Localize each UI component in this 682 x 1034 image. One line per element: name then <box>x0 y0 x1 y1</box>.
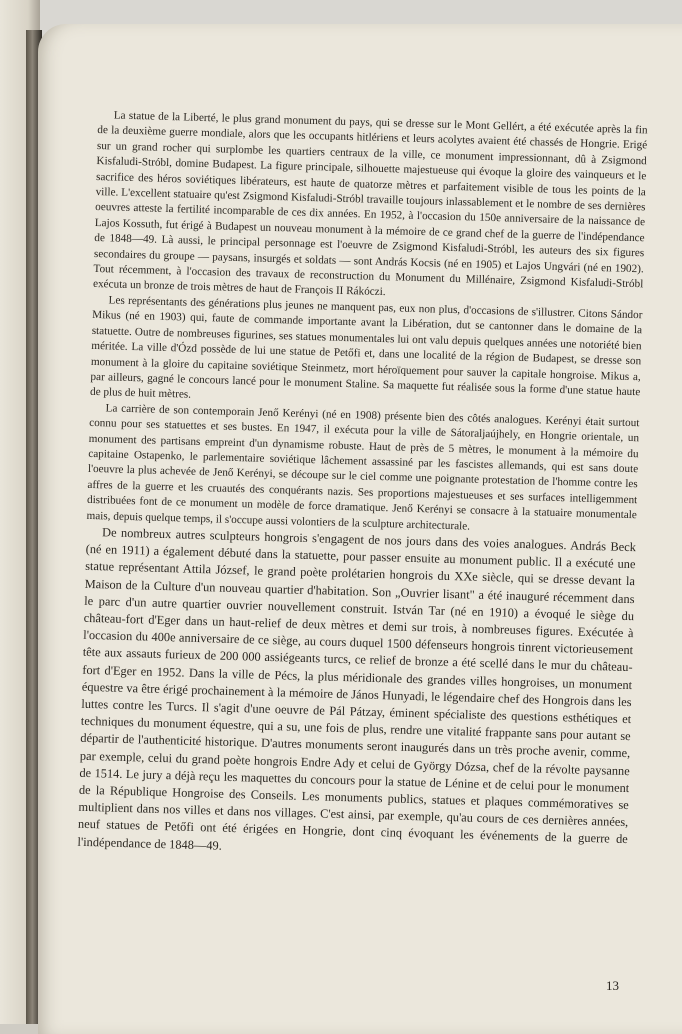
body-text <box>77 108 648 866</box>
book-page <box>38 24 682 1034</box>
paragraph-3: La carrière de son contemporain Jenő Kerényi (né en 1908) présente bien des côtés analogues. Kerényi était surtout connu pour ses statuettes et ses bustes. En 1947, il exécuta pour la ville de Sátoraljaújhely, en Hongrie orientale, un monument des partisans empreint d'un dynamisme robuste. Haut de près de 5 mètres, le monument à la mémoire du capitaine Ostapenko, le parlementaire soviétique lâchement assassiné par les fascistes allemands, qui est sans doute l'oeuvre la plus achevée de Jenő Kerényi, se découpe sur le ciel comme une poignante protestation de l'homme contre les affres de la guerre et les cruautés des conquérants nazis. Ses proportions majestueuses et ses surfaces intelligemment distribuées font de ce monument un modèle de force dramatique. Jenő Kerényi se consacre à la statuaire monumentale mais, depuis quelque temps, il s'occupe aussi volontiers de la sculpture architecturale. <box>86 402 640 533</box>
paragraph-4: De nombreux autres sculpteurs hongrois s'engagent de nos jours dans des voies analogues. András Beck (né en 1911) a également débuté dans la statuette, pour passer ensuite au monument public. Il a exécuté une statue représentant Attila József, le grand poète prolétarien hongrois du XXe siècle, qui se dresse devant la Maison de la Culture d'un nouveau quartier d'habitation. Son „Ouvrier lisant" a été inauguré récemment dans le parc d'un autre quartier ouvrier nouvellement construit. István Tar (né en 1910) a évoqué le siège du château-fort d'Eger dans un haut-relief de deux mètres et demi sur trois, à nombreuses figures. Exécutée à l'occasion du 400e anniversaire de ce siège, au cours duquel 1500 défenseurs hongrois tinrent victorieusement tête aux assauts furieux de 200 000 assiégeants turcs, ce relief de bronze a été scellé dans le mur du château-fort d'Eger en 1952. Dans la ville de Pécs, la plus méridionale des grandes villes hongroises, un monument équestre va être érigé prochainement à la mémoire de János Hunyadi, le légendaire chef des Hongrois dans les luttes contre les Turcs. Il s'agit d'une oeuvre de Pál Pátzay, éminent spécialiste des questions esthétiques et techniques du monument équestre, qui a su, une fois de plus, rendre une vitalité frappante sans pour autant se départir de l'authenticité historique. D'autres monuments seront inaugurés dans un très proche avenir, comme, par exemple, celui du grand poète hongrois Endre Ady et celui de György Dózsa, chef de la révolte paysanne de 1514. Le jury a déjà reçu les maquettes du concours pour la statue de Lénine et de celui pour le monument de la République Hongroise des Conseils. Les monuments publics, statues et plaques commémoratives se multiplient dans nos villes et dans nos villages. C'est ainsi, par exemple, qu'au cours de ces dernières années, neuf statues de Petőfi ont été érigées en Hongrie, dont cinq évoquant les événements de la guerre de l'indépendance de 1848—49. <box>77 525 637 853</box>
page-number: 13 <box>606 978 619 993</box>
paragraph-2: Les représentants des générations plus jeunes ne manquent pas, eux non plus, d'occasions de s'illustrer. Citons Sándor Mikus (né en 1903) qui, faute de commande importante avant la Libération, dut se cantonner dans le domaine de la statuette. Outre de nombreuses figurines, ses statues monumentales lui ont valu depuis quelques années une notoriété bien méritée. La ville d'Ózd possède de lui une statue de Petőfi et, dans une localité de la région de Budapest, se dresse son monument à la gloire du capitaine soviétique Steinmetz, mort héroïquement pour sauver la capitale hongroise. Mikus a, par ailleurs, gagné le concours lancé pour le monument Staline. Sa maquette fut réalisée sous la forme d'une statue haute de plus de huit mètres. <box>89 294 643 402</box>
paragraph-1: La statue de la Liberté, le plus grand monument du pays, qui se dresse sur le Mont Gellért, a été exécutée après la fin de la deuxième guerre mondiale, alors que les occupants hitlériens et leurs acolytes avaient été chassés de Hongrie. Erigé sur un grand rocher qui surplombe les quartiers centraux de la ville, ce monument impressionnant, dû à Zsigmond Kisfaludi-Stróbl, domine Budapest. La figure principale, silhouette majestueuse qui évoque la gloire des vainqueurs et le sacrifice des héros soviétiques libérateurs, est haute de quatorze mètres et parfaitement visible de tous les points de la ville. L'excellent statuaire qu'est Zsigmond Kisfaludi-Stróbl travaille toujours inlassablement et le nombre de ses dernières oeuvres atteste la fertilité incomparable de ces dix années. En 1952, à l'occasion du 150e anniversaire de la naissance de Lajos Kossuth, fut érigé à Budapest un nouveau monument à la mémoire de ce grand chef de la guerre de l'indépendance de 1848—49. Là aussi, le principal personnage est l'oeuvre de Zsigmond Kisfaludi-Stróbl, les auteurs des six figures secondaires du groupe — paysans, insurgés et soldats — sont András Kocsis (né en 1905) et Lajos Ungvári (né en 1902). Tout récemment, à l'occasion des travaux de reconstruction du Monument du Millénaire, Zsigmond Kisfaludi-Stróbl exécuta un bronze de trois mètres de haut de François II Rákóczi. <box>92 109 648 299</box>
